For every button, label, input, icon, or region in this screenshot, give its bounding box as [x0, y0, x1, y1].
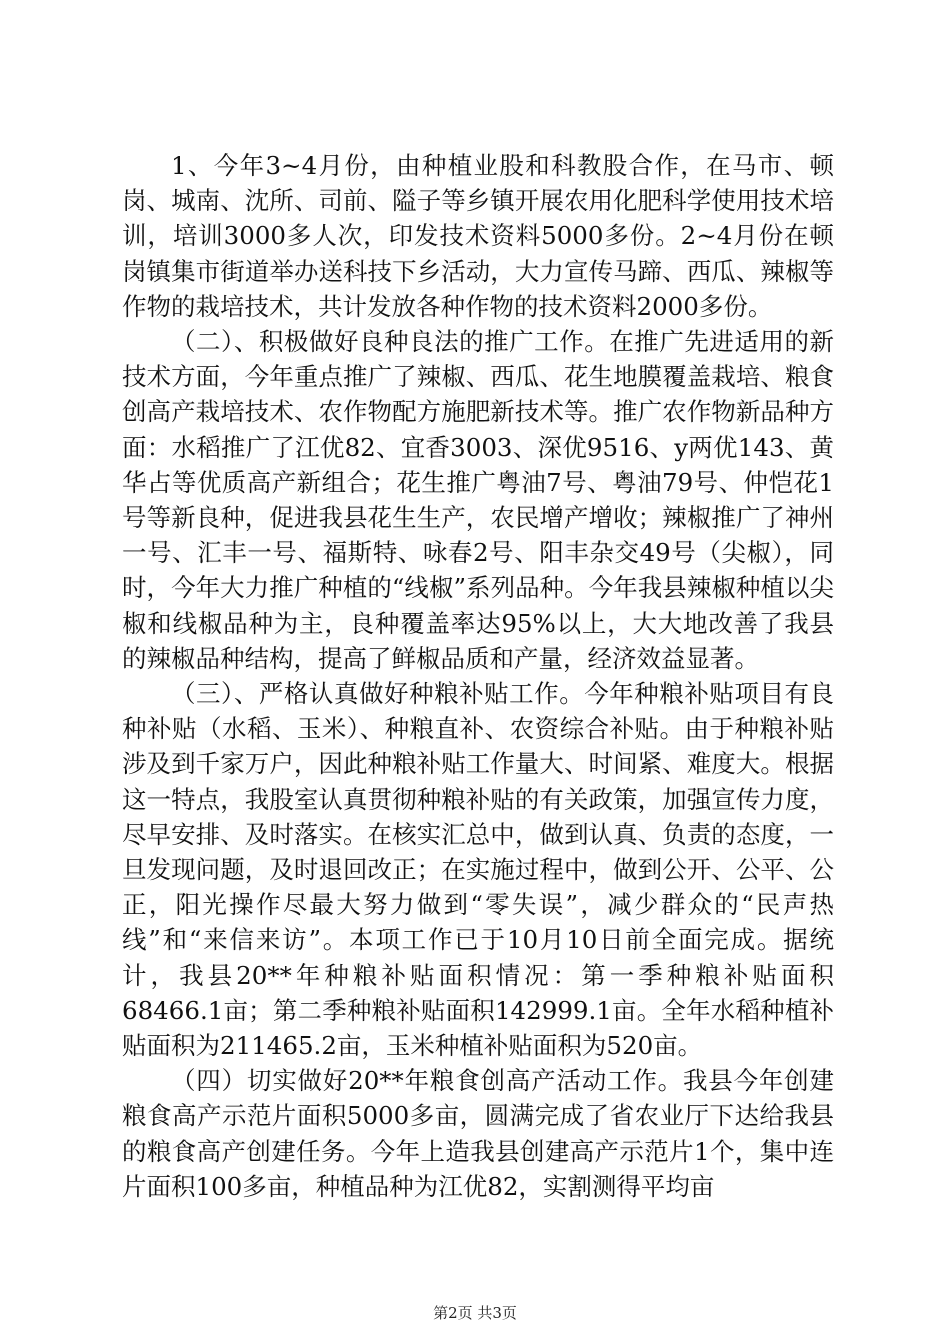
document-body: [122, 148, 834, 1204]
paragraph-high-yield: （四）切实做好20**年粮食创高产活动工作。我县今年创建粮食高产示范片面积5000多亩，圆满完成了省农业厅下达给我县的粮食高产创建任务。今年上造我县创建高产示范片1个，集中连片面积100多亩，种植品种为江优82，实割测得平均亩: [122, 1066, 834, 1201]
paragraph-grain-subsidy: （三）、严格认真做好种粮补贴工作。今年种粮补贴项目有良种补贴（水稻、玉米）、种粮直补、农资综合补贴。由于种粮补贴涉及到千家万户，因此种粮补贴工作量大、时间紧、难度大。根据这一特点，我股室认真贯彻种粮补贴的有关政策，加强宣传力度，尽早安排、及时落实。在核实汇总中，做到认真、负责的态度，一旦发现问题，及时退回改正；在实施过程中，做到公开、公平、公正，阳光操作尽最大努力做到“零失误”，减少群众的“民声热线”和“来信来访”。本项工作已于10月10日前全面完成。据统计，我县20**年种粮补贴面积情况：第一季种粮补贴面积68466.1亩；第二季种粮补贴面积142999.1亩。全年水稻种植补贴面积为211465.2亩，玉米种植补贴面积为520亩。: [122, 679, 834, 1061]
paragraph-seed-promotion: （二）、积极做好良种良法的推广工作。在推广先进适用的新技术方面，今年重点推广了辣椒、西瓜、花生地膜覆盖栽培、粮食创高产栽培技术、农作物配方施肥新技术等。推广农作物新品种方面：水稻推广了江优82、宜香3003、深优9516、y两优143、黄华占等优质高产新组合；花生推广粤油7号、粤油79号、仲恺花1号等新良种，促进我县花生生产，农民增产增收；辣椒推广了神州一号、汇丰一号、福斯特、咏春2号、阳丰杂交49号（尖椒），同时，今年大力推广种植的“线椒”系列品种。今年我县辣椒种植以尖椒和线椒品种为主，良种覆盖率达95%以上，大大地改善了我县的辣椒品种结构，提高了鲜椒品质和产量，经济效益显著。: [122, 327, 834, 673]
page-number-footer: 第2页 共3页: [433, 1304, 517, 1322]
paragraph-technical-training: 1、今年3~4月份，由种植业股和科教股合作，在马市、顿岗、城南、沈所、司前、隘子等乡镇开展农用化肥科学使用技术培训，培训3000多人次，印发技术资料5000多份。2~4月份在顿岗镇集市街道举办送科技下乡活动，大力宣传马蹄、西瓜、辣椒等作物的栽培技术，共计发放各种作物的技术资料2000多份。: [122, 151, 834, 321]
